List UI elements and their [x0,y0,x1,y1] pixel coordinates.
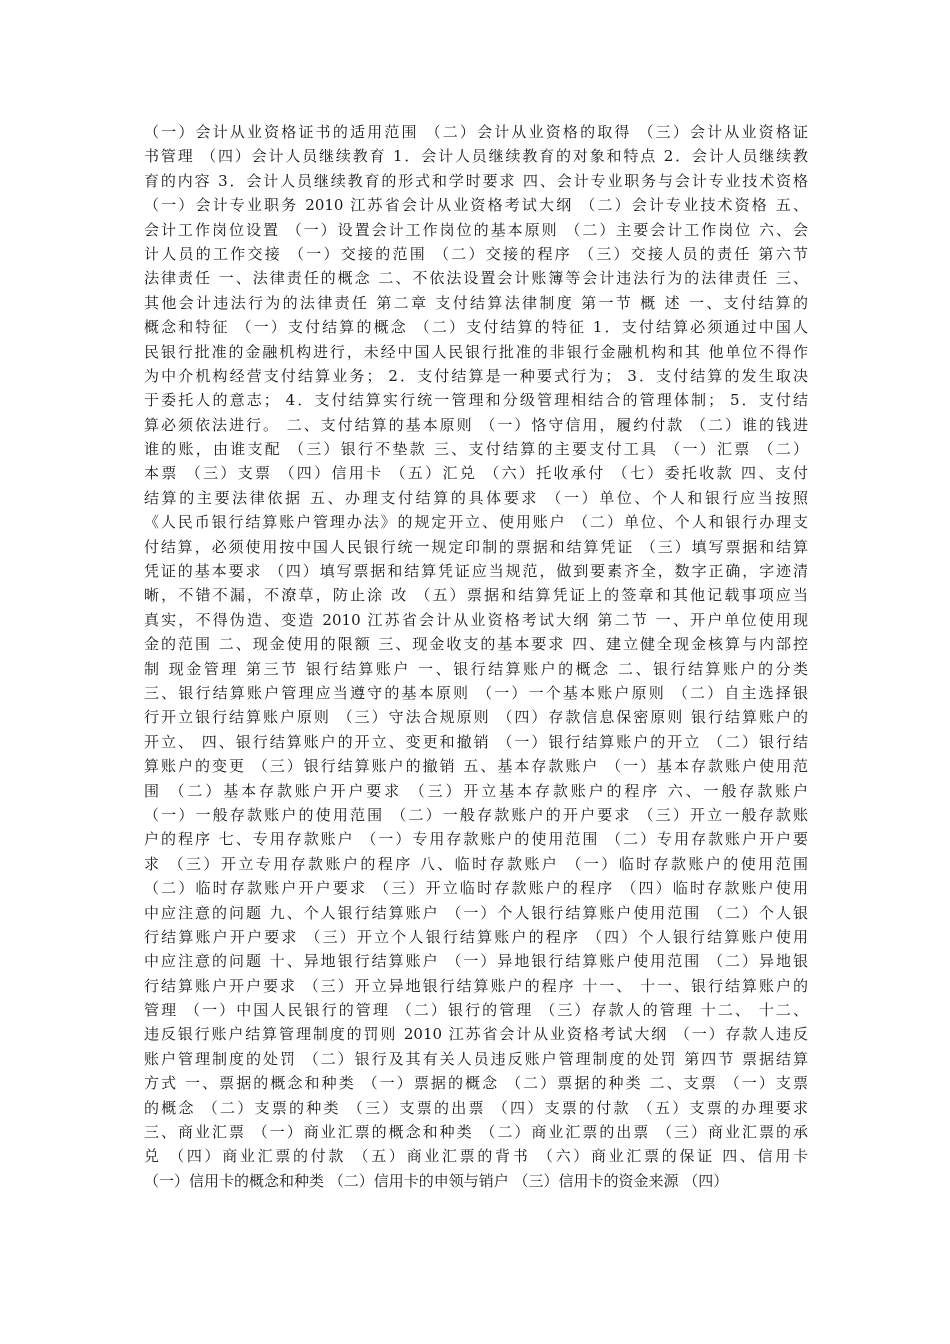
body-text-line: 为中介机构经营支付结算业务； 2．支付结算是一种要式行为； 3．支付结算的发生取决 [144,366,808,385]
body-text-line: 于委托人的意志； 4．支付结算实行统一管理和分级管理相结合的管理体制； 5．支付结 [144,391,808,410]
body-text-line: 算账户的变更 （三）银行结算账户的撤销 五、基本存款账户 （一）基本存款账户使用范 [144,757,808,776]
body-text-line: 《人民币银行结算账户管理办法》的规定开立、使用账户 （二）单位、个人和银行办理支 [144,513,808,532]
body-text-line: 开立、 四、银行结算账户的开立、变更和撤销 （一）银行结算账户的开立 （二）银行结 [144,732,808,751]
body-text-line: （一）信用卡的概念和种类 （二）信用卡的申领与销户 （三）信用卡的资金来源 （四） [144,1171,729,1190]
body-text-line: 育的内容 3．会计人员继续教育的形式和学时要求 四、会计专业职务与会计专业技术资格 [144,171,808,190]
body-text-line: 金的范围 二、现金使用的限额 三、现金收支的基本要求 四、建立健全现金核算与内部控 [144,635,808,654]
body-text-line: 计人员的工作交接 （一）交接的范围 （二）交接的程序 （三）交接人员的责任 第六节 [144,244,808,263]
body-text-line: 方式 一、票据的概念和种类 （一）票据的概念 （二）票据的种类 二、支票 （一）支票 [144,1074,808,1093]
body-text-line: 行结算账户开户要求 （三）开立个人银行结算账户的程序 （四）个人银行结算账户使用 [144,927,808,946]
body-text-line: 求 （三）开立专用存款账户的程序 八、临时存款账户 （一）临时存款账户的使用范围 [144,854,808,873]
body-text-line: 概念和特征 （一）支付结算的概念 （二）支付结算的特征 1．支付结算必须通过中国人 [144,318,808,337]
body-text-line: 真实，不得伪造、变造 2010 江苏省会计从业资格考试大纲 第二节 一、开户单位使用现 [144,610,808,629]
body-text-line: （一）会计从业资格证书的适用范围 （二）会计从业资格的取得 （三）会计从业资格证 [144,123,808,141]
body-text-line: 付结算，必须使用按中国人民银行统一规定印制的票据和结算凭证 （三）填写票据和结算 [144,537,808,556]
body-text-line: 法律责任 一、法律责任的概念 二、不依法设置会计账簿等会计违法行为的法律责任 三、 [144,269,808,288]
body-text-line: （二）临时存款账户开户要求 （三）开立临时存款账户的程序 （四）临时存款账户使用 [144,879,808,898]
body-text-line: 民银行批准的金融机构进行，未经中国人民银行批准的非银行金融机构和其 他单位不得作 [144,342,808,361]
body-text-line: 的概念 （二）支票的种类 （三）支票的出票 （四）支票的付款 （五）支票的办理要求 [144,1098,808,1117]
body-text-line: 行开立银行结算账户原则 （三）守法合规原则 （四）存款信息保密原则 银行结算账户的 [144,708,808,727]
body-text-line: 管理 （一）中国人民银行的管理 （二）银行的管理 （三）存款人的管理 十二、 十二、 [144,1001,808,1020]
body-text-line: 书管理 （四）会计人员继续教育 1．会计人员继续教育的对象和特点 2．会计人员继续教 [144,147,808,166]
body-text-line: 凭证的基本要求 （四）填写票据和结算凭证应当规范，做到要素齐全，数字正确，字迹清 [144,562,808,581]
body-text-line: 算必须依法进行。 二、支付结算的基本原则 （一）恪守信用，履约付款 （二）谁的钱进 [144,415,808,434]
body-text-line: 三、银行结算账户管理应当遵守的基本原则 （一）一个基本账户原则 （二）自主选择银 [144,683,808,702]
document-body [144,120,808,1193]
body-text-line: 账户管理制度的处罚 （二）银行及其有关人员违反账户管理制度的处罚 第四节 票据结算 [144,1049,808,1068]
body-text-line: 会计工作岗位设置 （一）设置会计工作岗位的基本原则 （二）主要会计工作岗位 六、会 [144,220,808,239]
body-text-line: （一）会计专业职务 2010 江苏省会计从业资格考试大纲 （二）会计专业技术资格 五、 [144,196,808,215]
body-text-line: 行结算账户开户要求 （三）开立异地银行结算账户的程序 十一、 十一、银行结算账户的 [144,976,808,995]
body-text-line: 本票 （三）支票 （四）信用卡 （五）汇兑 （六）托收承付 （七）委托收款 四、支付 [144,464,808,483]
body-text-line: 违反银行账户结算管理制度的罚则 2010 江苏省会计从业资格考试大纲 （一）存款人违反 [144,1025,808,1044]
body-text-line: 结算的主要法律依据 五、办理支付结算的具体要求 （一）单位、个人和银行应当按照 [144,488,808,507]
body-text-line: 围 （二）基本存款账户开户要求 （三）开立基本存款账户的程序 六、一般存款账户 [144,781,808,800]
body-text-line: 兑 （四）商业汇票的付款 （五）商业汇票的背书 （六）商业汇票的保证 四、信用卡 [144,1147,808,1166]
body-text-line: 谁的账，由谁支配 （三）银行不垫款 三、支付结算的主要支付工具 （一）汇票 （二） [144,440,808,459]
body-text-line: （一）一般存款账户的使用范围 （二）一般存款账户的开户要求 （三）开立一般存款账 [144,805,808,824]
body-text-line: 其他会计违法行为的法律责任 第二章 支付结算法律制度 第一节 概 述 一、支付结算的 [144,293,808,312]
body-text-line: 户的程序 七、专用存款账户 （一）专用存款账户的使用范围 （二）专用存款账户开户要 [144,830,808,849]
body-text-line: 晰，不错不漏，不潦草，防止涂 改 （五）票据和结算凭证上的签章和其他记载事项应当 [144,586,808,605]
body-text-line: 三、商业汇票 （一）商业汇票的概念和种类 （二）商业汇票的出票 （三）商业汇票的承 [144,1123,808,1142]
body-text-line: 中应注意的问题 十、异地银行结算账户 （一）异地银行结算账户使用范围 （二）异地银 [144,952,808,971]
body-text-line: 制 现金管理 第三节 银行结算账户 一、银行结算账户的概念 二、银行结算账户的分类 [144,659,808,678]
body-text-line: 中应注意的问题 九、个人银行结算账户 （一）个人银行结算账户使用范围 （二）个人银 [144,903,808,922]
